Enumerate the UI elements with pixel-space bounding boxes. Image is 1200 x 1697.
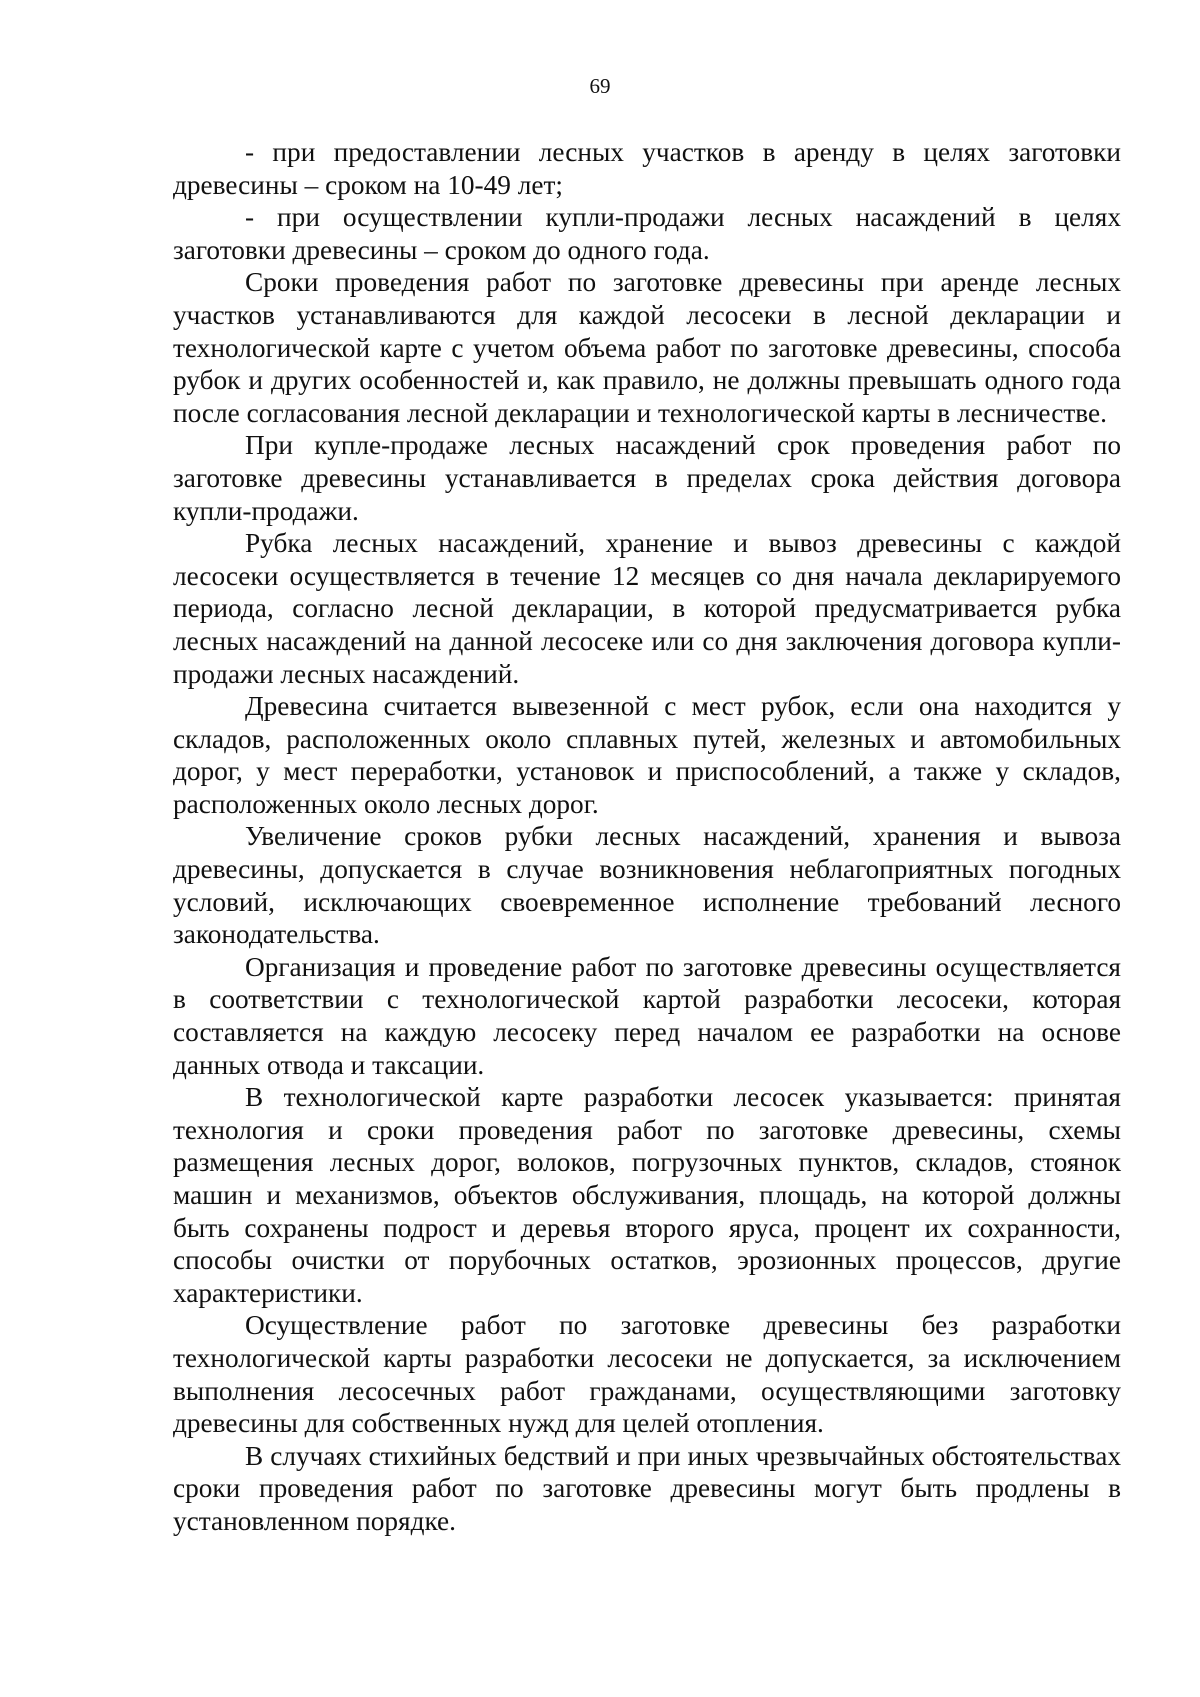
paragraph-6: Древесина считается вывезенной с мест рубок, если она находится у складов, расположенных около сплавных путей, железных и автомобильных дорог, у мест переработки, установок и приспособлений, а также у складов, расположенных около лесных дорог. (173, 691, 1121, 819)
paragraph-4: При купле-продаже лесных насаждений срок проведения работ по заготовке древесины устанавливается в пределах срока действия договора купли-продажи. (173, 430, 1121, 526)
paragraph-7: Увеличение сроков рубки лесных насаждений, хранения и вывоза древесины, допускается в случае возникновения неблагоприятных погодных условий, исключающих своевременное исполнение требований лесного законодательства. (173, 821, 1121, 950)
paragraph-8: Организация и проведение работ по заготовке древесины осуществляется в соответствии с технологической картой разработки лесосеки, которая составляется на каждую лесосеку перед началом ее разработки на основе данных отвода и таксации. (173, 951, 1121, 1080)
paragraph-10: Осуществление работ по заготовке древесины без разработки технологической карты разработки лесосеки не допускается, за исключением выполнения лесосечных работ гражданами, осуществляющими заготовку древесины для собственных нужд для целей отопления. (173, 1310, 1121, 1439)
page-number: 69 (589, 74, 611, 98)
paragraph-5: Рубка лесных насаждений, хранение и вывоз древесины с каждой лесосеки осуществляется в течение 12 месяцев со дня начала декларируемого периода, согласно лесной декларации, в которой предусматривается рубка лесных насаждений на данной лесосеке или со дня заключения договора купли-продажи лесных насаждений. (173, 528, 1121, 689)
paragraph-11: В случаях стихийных бедствий и при иных чрезвычайных обстоятельствах сроки проведения работ по заготовке древесины могут быть продлены в установленном порядке. (173, 1440, 1121, 1536)
body-text (173, 136, 1121, 1538)
paragraph-9: В технологической карте разработки лесосек указывается: принятая технология и сроки проведения работ по заготовке древесины, схемы размещения лесных дорог, волоков, погрузочных пунктов, складов, стоянок машин и механизмов, объектов обслуживания, площадь, на которой должны быть сохранены подрост и деревья второго яруса, процент их сохранности, способы очистки от порубочных остатков, эрозионных процессов, другие характеристики. (173, 1082, 1121, 1308)
paragraph-2: - при осуществлении купли-продажи лесных насаждений в целях заготовки древесины – сроком до одного года. (173, 202, 1121, 265)
paragraph-3: Сроки проведения работ по заготовке древесины при аренде лесных участков устанавливаются для каждой лесосеки в лесной декларации и технологической карте с учетом объема работ по заготовке древесины, способа рубок и других особенностей и, как правило, не должны превышать одного года после согласования лесной декларации и технологической карты в лесничестве. (173, 267, 1121, 428)
paragraph-1: - при предоставлении лесных участков в аренду в целях заготовки древесины – сроком на 10-49 лет; (173, 137, 1121, 200)
